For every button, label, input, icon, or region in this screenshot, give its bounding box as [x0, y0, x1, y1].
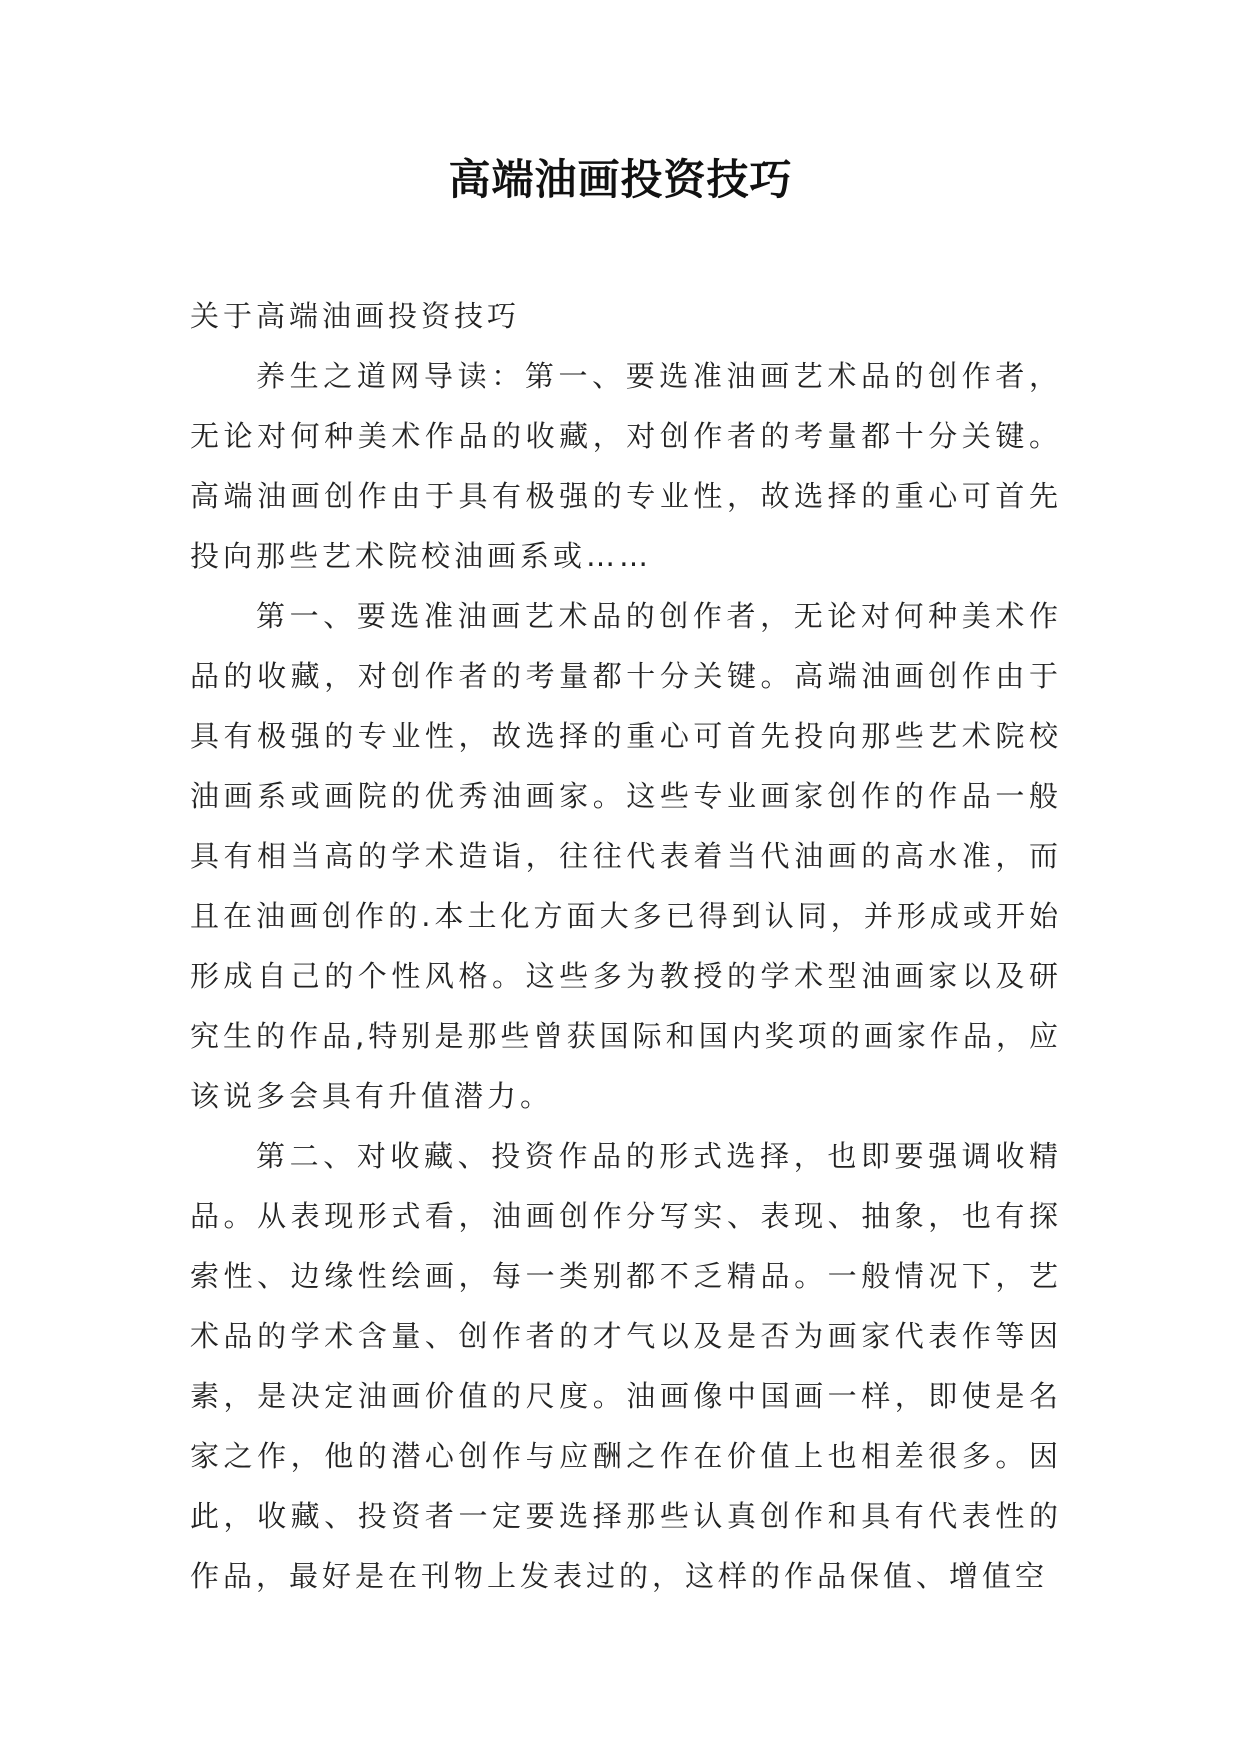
- body-paragraph-1: 第一、要选准油画艺术品的创作者，无论对何种美术作品的收藏，对创作者的考量都十分关键。高端油画创作由于具有极强的专业性，故选择的重心可首先投向那些艺术院校油画系或画院的优秀油画家。这些专业画家创作的作品一般具有相当高的学术造诣，往往代表着当代油画的高水准，而且在油画创作的.本土化方面大多已得到认同，并形成或开始形成自己的个性风格。这些多为教授的学术型油画家以及研究生的作品,特别是那些曾获国际和国内奖项的画家作品，应该说多会具有升值潜力。: [190, 599, 1062, 1113]
- summary-paragraph: 养生之道网导读：第一、要选准油画艺术品的创作者，无论对何种美术作品的收藏，对创作者的考量都十分关键。高端油画创作由于具有极强的专业性，故选择的重心可首先投向那些艺术院校油画系或……: [190, 359, 1062, 573]
- intro-heading: 关于高端油画投资技巧: [190, 299, 521, 333]
- body-paragraph-2: 第二、对收藏、投资作品的形式选择，也即要强调收精品。从表现形式看，油画创作分写实、表现、抽象，也有探索性、边缘性绘画，每一类别都不乏精品。一般情况下，艺术品的学术含量、创作者的才气以及是否为画家代表作等因素，是决定油画价值的尺度。油画像中国画一样，即使是名家之作，他的潜心创作与应酬之作在价值上也相差很多。因此，收藏、投资者一定要选择那些认真创作和具有代表性的作品，最好是在刊物上发表过的，这样的作品保值、增值空: [190, 1139, 1062, 1593]
- document-title: 高端油画投资技巧: [448, 155, 793, 204]
- document-body: [190, 286, 1062, 1606]
